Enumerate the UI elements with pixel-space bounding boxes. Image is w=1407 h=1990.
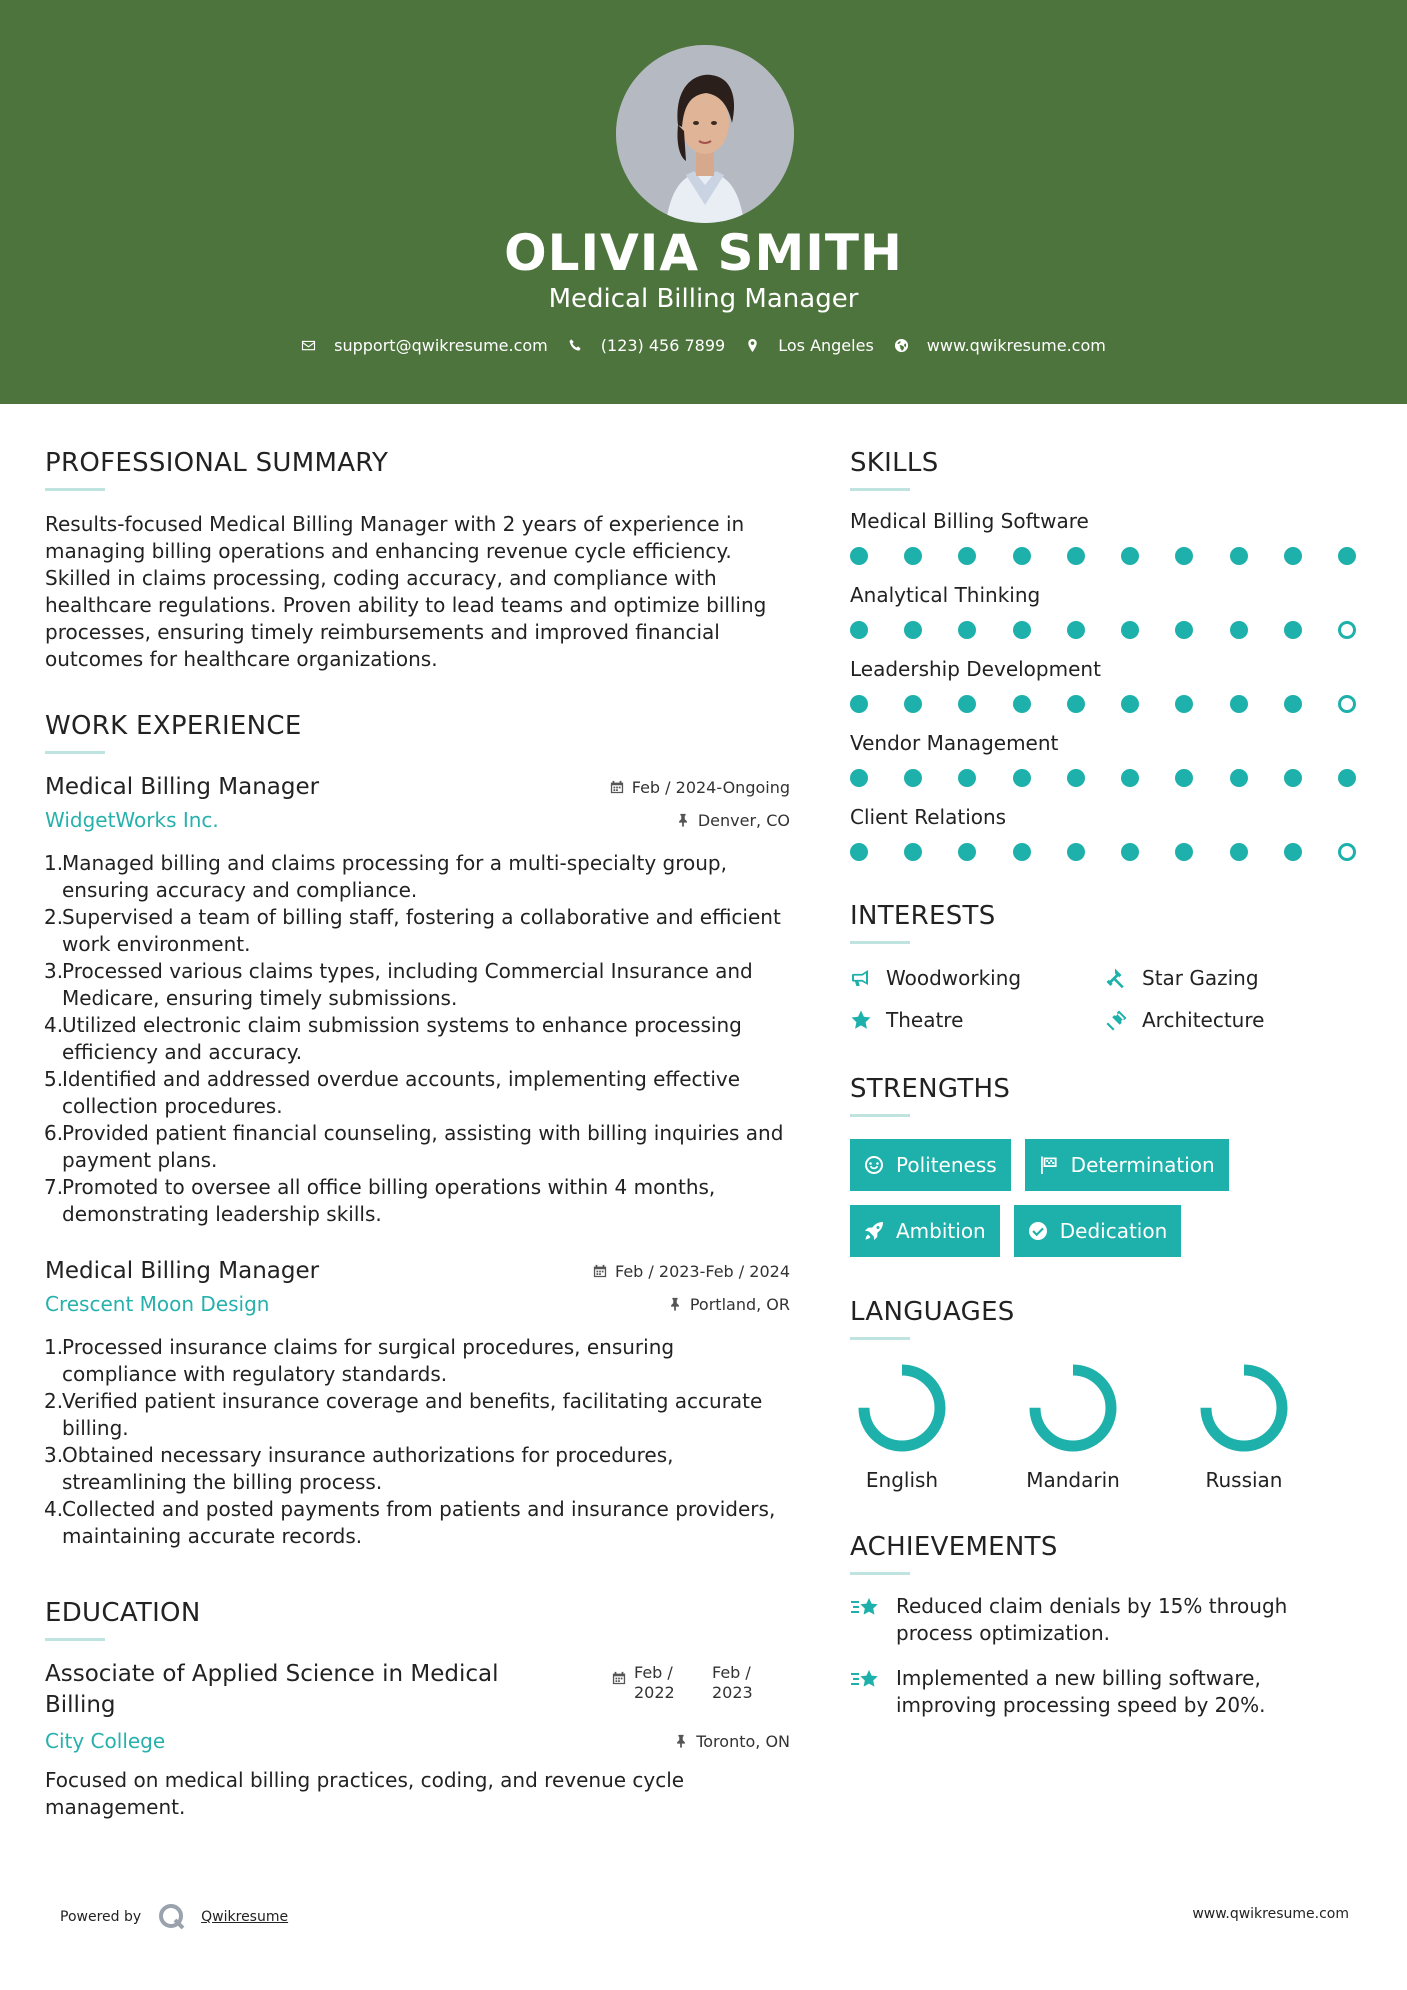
skill-name: Analytical Thinking (850, 583, 1041, 607)
star-icon (850, 1009, 872, 1031)
rating-dot-filled (1121, 695, 1139, 713)
job-location: Portland, OR (668, 1295, 790, 1314)
job-dates: Feb / 2023-Feb / 2024 (593, 1262, 790, 1281)
rating-dot-filled (1067, 547, 1085, 565)
rating-dot-filled (1067, 621, 1085, 639)
degree-title: Associate of Applied Science in Medical Billing (45, 1661, 499, 1718)
rating-dot-empty (1338, 621, 1356, 639)
interest-item: Woodworking (850, 966, 1106, 990)
contact-website[interactable] (894, 336, 1106, 355)
rating-dot-filled (1121, 547, 1139, 565)
education-dates (612, 1663, 790, 1721)
map-pin-icon (745, 338, 760, 353)
achievements-heading: ACHIEVEMENTS (850, 1532, 1058, 1562)
rating-dot-filled (1338, 547, 1356, 565)
email-text: support@qwikresume.com (334, 336, 548, 355)
calendar-icon (612, 1671, 626, 1685)
rating-dot-empty (1338, 695, 1356, 713)
list-item: 1. Processed insurance claims for surgical procedures, ensuring compliance with regulatory standards. (44, 1335, 675, 1386)
rating-dot-filled (1230, 769, 1248, 787)
list-item: 3. Processed various claims types, including Commercial Insurance and Medicare, ensuring timely submissions. (44, 959, 753, 1010)
left-column (45, 448, 790, 1821)
section-divider (850, 941, 910, 944)
list-item: 2. Supervised a team of billing staff, fostering a collaborative and efficient work environment. (44, 905, 781, 956)
education-location: Toronto, ON (674, 1732, 790, 1751)
profile-photo (616, 45, 794, 223)
job-bullets (45, 1334, 790, 1550)
megaphone-icon (850, 967, 872, 989)
rating-dot-filled (1230, 843, 1248, 861)
rating-dot-filled (850, 843, 868, 861)
rating-dot-filled (1284, 547, 1302, 565)
achievement-item: Reduced claim denials by 15% through process optimization. (850, 1593, 1370, 1647)
flag-icon (1039, 1155, 1059, 1175)
achievements-section (850, 1532, 1370, 1719)
pushpin-icon (668, 1297, 682, 1311)
website-text: www.qwikresume.com (926, 336, 1106, 355)
experience-section (45, 711, 790, 1550)
strength-chip: Determination (1025, 1139, 1229, 1191)
rating-dot-filled (1284, 843, 1302, 861)
company-name: Crescent Moon Design (45, 1292, 270, 1316)
rating-dot-filled (1284, 695, 1302, 713)
section-divider (45, 488, 105, 491)
summary-heading: PROFESSIONAL SUMMARY (45, 448, 389, 478)
section-divider (850, 1572, 910, 1575)
interests-section (850, 901, 1370, 1032)
language-name: Russian (1205, 1468, 1283, 1492)
education-description: Focused on medical billing practices, coding, and revenue cycle management. (45, 1768, 685, 1819)
rating-dot-filled (958, 843, 976, 861)
rating-dot-filled (1013, 695, 1031, 713)
rating-dot-filled (904, 547, 922, 565)
rating-dot-filled (1067, 769, 1085, 787)
shooting-star-icon (850, 1595, 882, 1623)
strength-chip: Ambition (850, 1205, 1000, 1257)
shooting-star-icon (850, 1667, 882, 1695)
rating-dot-filled (1121, 843, 1139, 861)
candidate-title: Medical Billing Manager (548, 284, 859, 314)
section-divider (850, 1114, 910, 1117)
qwikresume-logo-icon (157, 1902, 187, 1932)
location-text: Los Angeles (778, 336, 874, 355)
section-divider (850, 1337, 910, 1340)
rating-dot-empty (1338, 843, 1356, 861)
skill-name: Client Relations (850, 805, 1007, 829)
summary-section (45, 448, 790, 673)
phone-text: (123) 456 7899 (600, 336, 726, 355)
languages-section (850, 1297, 1370, 1492)
rating-dot-filled (958, 769, 976, 787)
rating-dot-filled (1338, 769, 1356, 787)
rating-dot-filled (904, 843, 922, 861)
education-section (45, 1598, 790, 1821)
language-level-ring (1196, 1360, 1292, 1456)
section-divider (45, 751, 105, 754)
pushpin-icon (674, 1734, 688, 1748)
language-item (1021, 1360, 1192, 1492)
skills-heading: SKILLS (850, 448, 939, 478)
list-item: 5. Identified and addressed overdue accounts, implementing effective collection procedures. (44, 1067, 741, 1118)
list-item: 7. Promoted to oversee all office billing operations within 4 months, demonstrating leadership skills. (44, 1175, 716, 1226)
language-item (850, 1360, 1021, 1492)
right-column (850, 448, 1370, 1719)
globe-icon (894, 338, 909, 353)
check-circle-icon (1028, 1221, 1048, 1241)
section-divider (45, 1638, 105, 1641)
skill-item (850, 583, 1370, 639)
rating-dot-filled (1013, 547, 1031, 565)
rating-dot-filled (1230, 695, 1248, 713)
job-dates: Feb / 2024-Ongoing (610, 778, 790, 797)
skill-name: Leadership Development (850, 657, 1101, 681)
rating-dot-filled (1175, 695, 1193, 713)
rating-dot-filled (1284, 621, 1302, 639)
languages-list (850, 1360, 1370, 1492)
language-name: English (865, 1468, 939, 1492)
rating-dot-filled (904, 695, 922, 713)
job-entry (45, 1258, 790, 1550)
interest-item: Star Gazing (1106, 966, 1362, 990)
interests-heading: INTERESTS (850, 901, 996, 931)
job-bullets (45, 850, 790, 1228)
company-name: WidgetWorks Inc. (45, 808, 219, 832)
footer-powered-by: Powered by Qwikresume (60, 1902, 288, 1932)
language-level-arc (1206, 1370, 1282, 1446)
education-end: Feb / 2023 (712, 1663, 753, 1702)
interest-item: Theatre (850, 1008, 1106, 1032)
rating-dot-filled (904, 621, 922, 639)
strengths-section (850, 1074, 1370, 1271)
rating-dot-filled (1013, 769, 1031, 787)
experience-heading: WORK EXPERIENCE (45, 711, 302, 741)
language-level-arc (1035, 1370, 1111, 1446)
skill-item (850, 731, 1370, 787)
candidate-name: OLIVIA SMITH (504, 224, 903, 282)
skill-item (850, 509, 1370, 565)
rating-dot-filled (1013, 843, 1031, 861)
phone-icon (568, 338, 583, 353)
resume-header (0, 0, 1407, 404)
contact-location (745, 336, 874, 355)
language-item (1192, 1360, 1363, 1492)
rating-dot-filled (850, 695, 868, 713)
rating-dot-filled (904, 769, 922, 787)
rating-dot-filled (1175, 547, 1193, 565)
contact-bar (0, 336, 1407, 355)
pushpin-icon (676, 813, 690, 827)
rating-dot-filled (958, 695, 976, 713)
skill-rating (850, 843, 1356, 861)
skills-section (850, 448, 1370, 861)
contact-phone[interactable] (568, 336, 725, 355)
footer-website[interactable]: www.qwikresume.com (1192, 1906, 1349, 1922)
skill-name: Vendor Management (850, 731, 1059, 755)
list-item: 4. Collected and posted payments from patients and insurance providers, maintaining accurate records. (44, 1497, 776, 1548)
contact-email[interactable] (301, 336, 548, 355)
job-location: Denver, CO (676, 811, 790, 830)
list-item: 6. Provided patient financial counseling, assisting with billing inquiries and payment plans. (44, 1121, 784, 1172)
envelope-icon (301, 338, 316, 353)
job-title: Medical Billing Manager (45, 1258, 320, 1284)
job-title: Medical Billing Manager (45, 774, 320, 800)
skills-list (850, 509, 1370, 861)
list-item: 1. Managed billing and claims processing for a multi-specialty group, ensuring accuracy and compliance. (44, 851, 727, 902)
skill-item (850, 657, 1370, 713)
list-item: 2. Verified patient insurance coverage and benefits, facilitating accurate billing. (44, 1389, 763, 1440)
languages-heading: LANGUAGES (850, 1297, 1015, 1327)
interest-item: Architecture (1106, 1008, 1362, 1032)
rating-dot-filled (1067, 843, 1085, 861)
skill-name: Medical Billing Software (850, 509, 1089, 533)
rating-dot-filled (958, 547, 976, 565)
rating-dot-filled (1175, 769, 1193, 787)
strength-chip: Dedication (1014, 1205, 1182, 1257)
smile-icon (864, 1155, 884, 1175)
skill-rating (850, 547, 1356, 565)
rating-dot-filled (1121, 769, 1139, 787)
job-entry (45, 774, 790, 1228)
rating-dot-filled (1284, 769, 1302, 787)
achievement-item: Implemented a new billing software, improving processing speed by 20%. (850, 1665, 1370, 1719)
rating-dot-filled (1067, 695, 1085, 713)
rating-dot-filled (1121, 621, 1139, 639)
rating-dot-filled (1175, 843, 1193, 861)
language-level-ring (1025, 1360, 1121, 1456)
ticket-icon (1106, 1009, 1128, 1031)
rating-dot-filled (1230, 547, 1248, 565)
education-start: Feb / 2022 (634, 1663, 675, 1702)
section-divider (850, 488, 910, 491)
rating-dot-filled (958, 621, 976, 639)
rating-dot-filled (850, 621, 868, 639)
rating-dot-filled (850, 769, 868, 787)
rating-dot-filled (1230, 621, 1248, 639)
calendar-icon (593, 1264, 607, 1278)
list-item: 4. Utilized electronic claim submission systems to enhance processing efficiency and accuracy. (44, 1013, 742, 1064)
school-name: City College (45, 1729, 166, 1753)
strengths-heading: STRENGTHS (850, 1074, 1011, 1104)
calendar-icon (610, 780, 624, 794)
language-level-arc (864, 1370, 940, 1446)
rating-dot-filled (850, 547, 868, 565)
language-name: Mandarin (1026, 1468, 1120, 1492)
strength-chip: Politeness (850, 1139, 1011, 1191)
skill-item (850, 805, 1370, 861)
skill-rating (850, 621, 1356, 639)
skill-rating (850, 769, 1356, 787)
summary-text: Results-focused Medical Billing Manager with 2 years of experience in managing billing operations and enhancing revenue cycle efficiency. Skilled in claims processing, coding accuracy, and compliance with healthcare regulations. Proven ability to lead teams and optimize billing processes, ensuring timely reimbursements and improved financial outcomes for healthcare organizations. (45, 512, 767, 671)
skill-rating (850, 695, 1356, 713)
footer-brand-link[interactable]: Qwikresume (201, 1909, 289, 1925)
education-heading: EDUCATION (45, 1598, 201, 1628)
rocket-icon (864, 1221, 884, 1241)
rating-dot-filled (1175, 621, 1193, 639)
rating-dot-filled (1013, 621, 1031, 639)
language-level-ring (854, 1360, 950, 1456)
list-item: 3. Obtained necessary insurance authorizations for procedures, streamlining the billing process. (44, 1443, 674, 1494)
gavel-icon (1106, 967, 1128, 989)
